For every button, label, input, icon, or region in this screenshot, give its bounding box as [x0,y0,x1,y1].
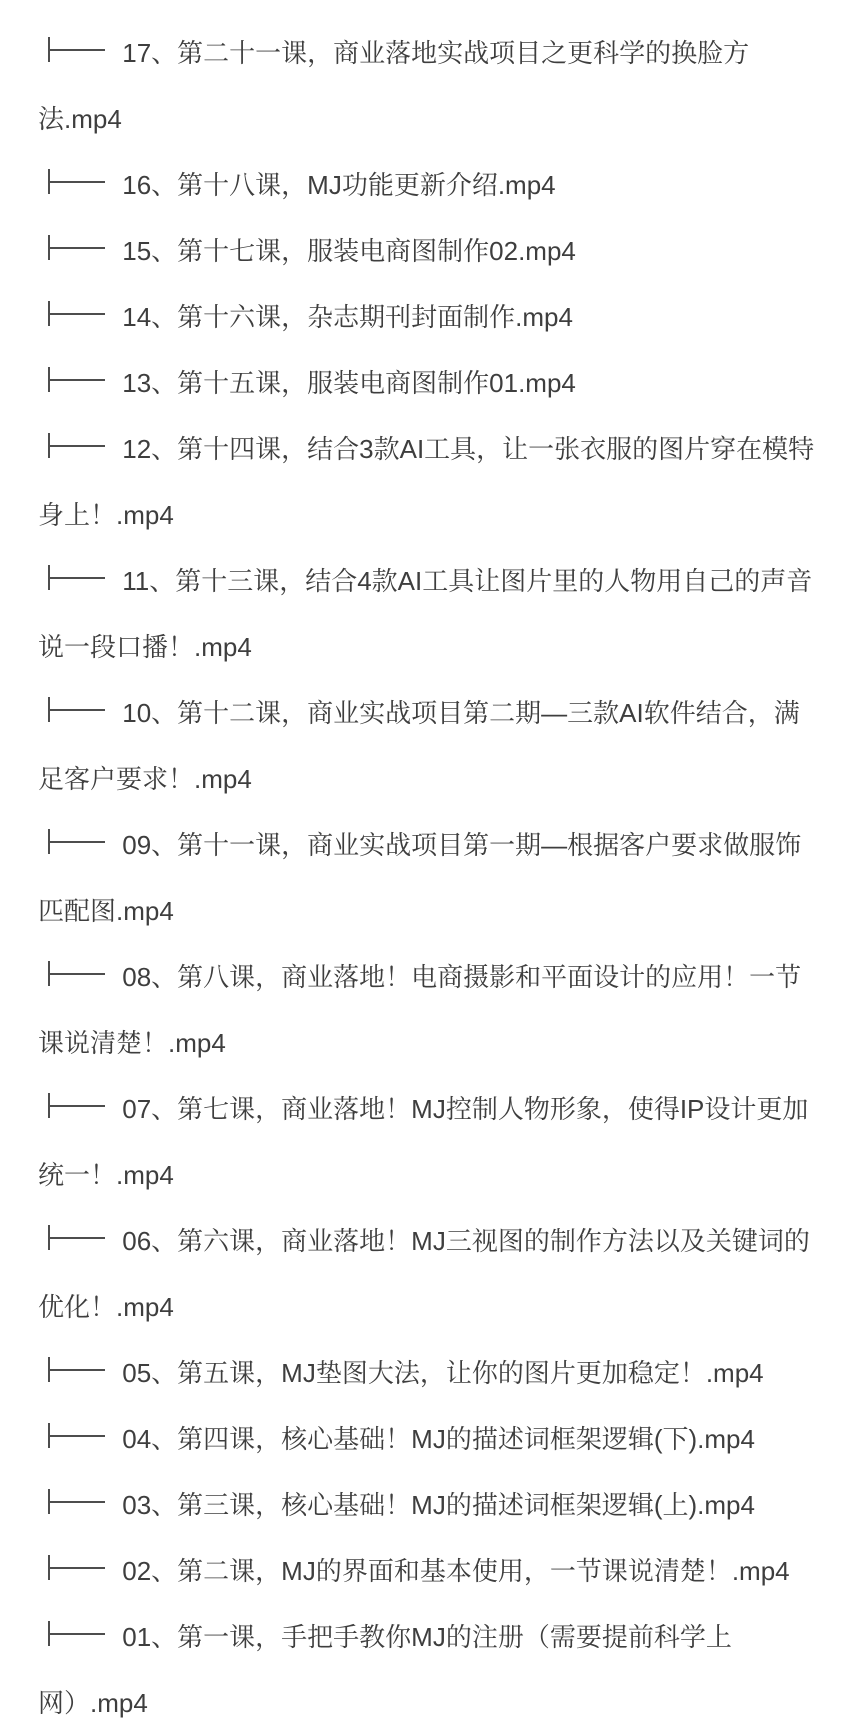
tree-branch-icon [48,565,105,590]
tree-branch-icon [48,1621,105,1646]
file-name: 10、第十二课，商业实战项目第二期—三款AI软件结合，满足客户要求！.mp4 [38,698,800,794]
tree-branch-icon [48,37,105,62]
file-name: 06、第六课，商业落地！MJ三视图的制作方法以及关键词的优化！.mp4 [38,1226,810,1322]
tree-branch-icon [48,961,105,986]
file-entry [38,20,820,152]
tree-branch-icon [48,697,105,722]
file-entry [38,812,820,944]
tree-branch-icon [48,829,105,854]
tree-branch-icon [48,1225,105,1250]
file-entry [38,548,820,680]
file-entry [38,1604,820,1736]
file-entry [38,1472,820,1538]
file-name: 04、第四课，核心基础！MJ的描述词框架逻辑(下).mp4 [122,1424,755,1454]
file-name: 08、第八课，商业落地！电商摄影和平面设计的应用！一节课说清楚！.mp4 [38,962,802,1058]
file-name: 16、第十八课，MJ功能更新介绍.mp4 [122,170,556,200]
tree-branch-icon [48,169,105,194]
file-name: 01、第一课，手把手教你MJ的注册（需要提前科学上网）.mp4 [38,1622,732,1718]
file-entry [38,218,820,284]
tree-branch-icon [48,1489,105,1514]
tree-branch-icon [48,1555,105,1580]
tree-branch-icon [48,301,105,326]
file-entry [38,284,820,350]
file-name: 07、第七课，商业落地！MJ控制人物形象，使得IP设计更加统一！.mp4 [38,1094,809,1190]
tree-branch-icon [48,433,105,458]
file-name: 05、第五课，MJ垫图大法，让你的图片更加稳定！.mp4 [122,1358,764,1388]
file-entry [38,416,820,548]
file-entry [38,350,820,416]
file-entry [38,1406,820,1472]
file-name: 11、第十三课，结合4款AI工具让图片里的人物用自己的声音说一段口播！.mp4 [38,566,813,662]
entries-container [38,20,820,1736]
file-name: 17、第二十一课，商业落地实战项目之更科学的换脸方法.mp4 [38,38,750,134]
file-name: 14、第十六课，杂志期刊封面制作.mp4 [122,302,573,332]
file-entry [38,680,820,812]
file-entry [38,152,820,218]
tree-branch-icon [48,1093,105,1118]
file-entry [38,1538,820,1604]
file-name: 15、第十七课，服装电商图制作02.mp4 [122,236,576,266]
file-name: 13、第十五课，服装电商图制作01.mp4 [122,368,576,398]
file-entry [38,1340,820,1406]
file-name: 03、第三课，核心基础！MJ的描述词框架逻辑(上).mp4 [122,1490,755,1520]
file-entry [38,944,820,1076]
file-name: 12、第十四课，结合3款AI工具，让一张衣服的图片穿在模特身上！.mp4 [38,434,815,530]
file-name: 02、第二课，MJ的界面和基本使用，一节课说清楚！.mp4 [122,1556,790,1586]
file-entry [38,1076,820,1208]
file-name: 09、第十一课，商业实战项目第一期—根据客户要求做服饰匹配图.mp4 [38,830,802,926]
tree-branch-icon [48,367,105,392]
tree-branch-icon [48,235,105,260]
tree-branch-icon [48,1423,105,1448]
tree-branch-icon [48,1357,105,1382]
file-entry [38,1208,820,1340]
